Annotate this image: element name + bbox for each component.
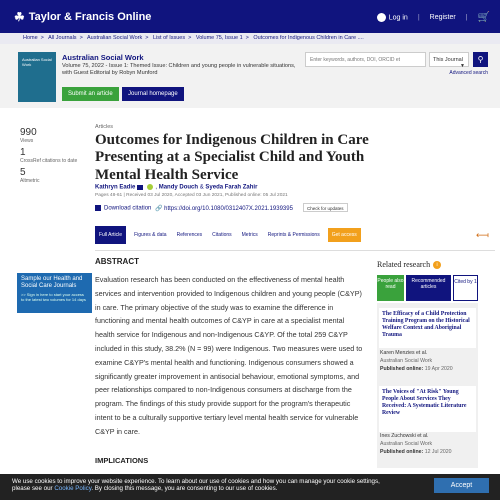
tab-reprints-permissions[interactable]: Reprints & Permissions [267,232,320,238]
cookie-banner [0,474,500,500]
breadcrumb-issue[interactable]: Volume 75, Issue 1 [195,35,243,41]
views-count: 990 [20,127,37,138]
login-label: Log in [388,14,408,22]
implications-heading: IMPLICATIONS [95,456,149,465]
download-citation-label: Download citation [104,205,152,212]
cookie-message-line1: We use cookies to improve your website experience. To learn about our use of cookies and how you can manage your cookie settings, [12,478,380,485]
related-article-authors: Ines Zuchowski et al. [380,433,429,439]
journal-cover[interactable] [18,52,56,102]
tab-references[interactable]: References [176,232,203,238]
breadcrumb-separator: > [245,35,249,41]
search-input[interactable]: Enter keywords, authors, DOI, ORCID et [305,52,426,67]
publication-dates: Pages 48-61 | Received 03 Jul 2020, Accepted 03 Jun 2021, Published online: 05 Jul 2021 [95,193,288,198]
published-label: Published online: [380,365,424,372]
breadcrumb-separator: > [40,35,44,41]
published-date: 19 Apr 2020 [424,365,453,372]
user-icon [377,13,386,22]
divider: | [417,14,420,21]
related-article-authors: Karen Menzies et al. [380,350,428,356]
cookie-text: . By closing this message, you are consenting to our use of cookies. [91,485,278,493]
email-icon[interactable] [137,185,143,190]
ad-headline: Sample our Health and Social Care Journals [21,276,83,289]
author-separator: & [198,184,206,191]
cover-title: Australian Social Work [22,57,52,67]
chevron-down-icon: ▼ [460,63,465,69]
related-article-meta [380,350,453,373]
logo-text: Taylor & Francis Online [28,11,152,23]
tab-citations[interactable]: Citations [212,232,232,238]
login-link[interactable] [377,13,408,22]
top-navigation-bar [0,0,500,33]
abstract-text: Evaluation research has been conducted on the effectiveness of mental health services and intervention provided to Indigenous children and young people (C&YP) in care. The primary objective of the study was to examine the difference in functioning and mental health outcomes of C&YP in care at a specialist mental health service for Indigenous and non-Indigenous C&YP. Of the total 259 C&YP included in this study, 38.2% (N = 99) were Indigenous. Two measures were used to examine C&YP's mental health and functioning. Indigenous consumers showed a significantly greater improvement in antisocial behaviour, emotional symptoms, and peer relationships compared to non-Indigenous consumers at discharge from the program. The findings of this study provide support for the program's therapeutic intent to be a culturally supportive tertiary level mental health service for vulnerable C&YP in care. [95,275,363,436]
author-link[interactable]: Mandy Douch [158,184,199,191]
related-article-date [380,449,452,457]
article-title: Outcomes for Indigenous Children in Care Presenting at a Specialist Child and Youth Mental Health Service [95,132,369,183]
share-icon[interactable]: ⟻ [476,230,489,240]
info-icon[interactable]: i [433,261,441,269]
crossref-label: CrossRef citations to date [20,158,78,164]
related-article-journal: Australian Social Work [380,357,433,364]
related-article-title[interactable]: The Voices of "At Risk" Young People About Services They Received: A Systematic Literature Review [382,389,467,416]
journal-title[interactable]: Australian Social Work [62,53,144,62]
related-article-meta [380,433,452,456]
breadcrumb-separator: > [79,35,83,41]
related-article-card[interactable] [379,308,476,348]
orcid-icon[interactable] [147,184,153,190]
tab-figures-data[interactable]: Figures & data [134,232,167,238]
tab-metrics[interactable]: Metrics [241,232,258,238]
author-separator: , [155,184,159,191]
sample-journals-ad[interactable] [17,273,92,313]
abstract-heading: ABSTRACT [95,257,139,266]
search-scope-select[interactable] [429,52,469,67]
cookie-message-line2 [12,485,500,492]
author-link[interactable]: Syeda Farah Zahir [205,184,258,191]
cart-icon[interactable]: 🛒 [477,12,490,23]
author-link[interactable]: Kathryn Eadie [95,184,136,191]
cookie-policy-link[interactable]: Cookie Policy [54,485,92,493]
article-tabs [95,226,385,244]
article-type: Articles [95,124,114,130]
link-icon: 🔗 [155,206,165,212]
search-button[interactable] [473,52,488,67]
related-tabs [377,275,478,301]
related-article-card[interactable] [379,386,476,432]
journal-homepage-button[interactable]: Journal homepage [122,87,184,101]
register-link[interactable]: Register [429,14,456,21]
tab-cited-by[interactable]: Cited by 1 [453,275,478,301]
logo-mark-icon: ☘ [14,10,25,24]
issue-info[interactable]: Volume 75, 2022 - Issue 1: Themed Issue: Children and young people in vulnerable situations, with Guest Editorial by Robyn Munford [62,63,296,76]
search-icon: ⚲ [477,55,484,64]
advanced-search-link[interactable]: Advanced search [449,70,488,76]
altmetric-label: Altmetric [20,178,40,184]
altmetric-count: 5 [20,167,26,178]
related-research-title: Related research [377,260,431,269]
download-icon [95,205,101,211]
breadcrumb-current: Outcomes for Indigenous Children in Care .... [253,35,364,41]
journal-banner [0,44,500,108]
tab-recommended-articles[interactable]: Recommended articles [406,275,451,301]
related-article-title[interactable]: The Efficacy of a Child Protection Training Program on the Historical Welfare Context and Aboriginal Trauma [382,311,470,338]
download-citation-link[interactable] [95,205,151,212]
search-scope-value: This Journal [433,57,463,63]
breadcrumb-home[interactable]: Home [23,35,38,41]
taylor-francis-logo[interactable] [14,10,151,24]
published-date: 12 Jul 2020 [424,448,452,455]
published-label: Published online: [380,448,424,455]
accept-cookies-button[interactable]: Accept [434,478,489,493]
breadcrumb-separator: > [145,35,149,41]
check-for-updates-badge[interactable]: Check for updates [303,203,348,212]
doi-link[interactable] [155,205,293,212]
tab-full-article[interactable]: Full Article [95,226,126,244]
breadcrumb-all-journals[interactable]: All Journals [48,35,77,41]
doi-label: https://doi.org/10.1080/0312407X.2021.1939395 [164,206,293,212]
related-article-journal: Australian Social Work [380,440,433,447]
tab-people-also-read[interactable]: People also read [377,275,404,301]
related-article-date [380,366,453,374]
related-research-heading [377,260,441,269]
author-list [95,184,257,191]
breadcrumb-list-of-issues[interactable]: List of Issues [153,35,186,41]
crossref-count: 1 [20,147,26,158]
breadcrumb-separator: > [188,35,192,41]
ad-subtext: >> Sign in here to start your access to the latest two volumes for 14 days [21,291,86,302]
breadcrumb-journal[interactable]: Australian Social Work [87,35,143,41]
breadcrumb [0,33,500,44]
submit-article-button[interactable]: Submit an article [62,87,119,101]
divider: | [465,14,468,21]
cookie-text: please see our [12,485,55,493]
views-label: Views [20,138,34,144]
divider [95,250,495,251]
article-metrics [20,125,80,187]
get-access-button[interactable]: Get access [328,228,361,242]
